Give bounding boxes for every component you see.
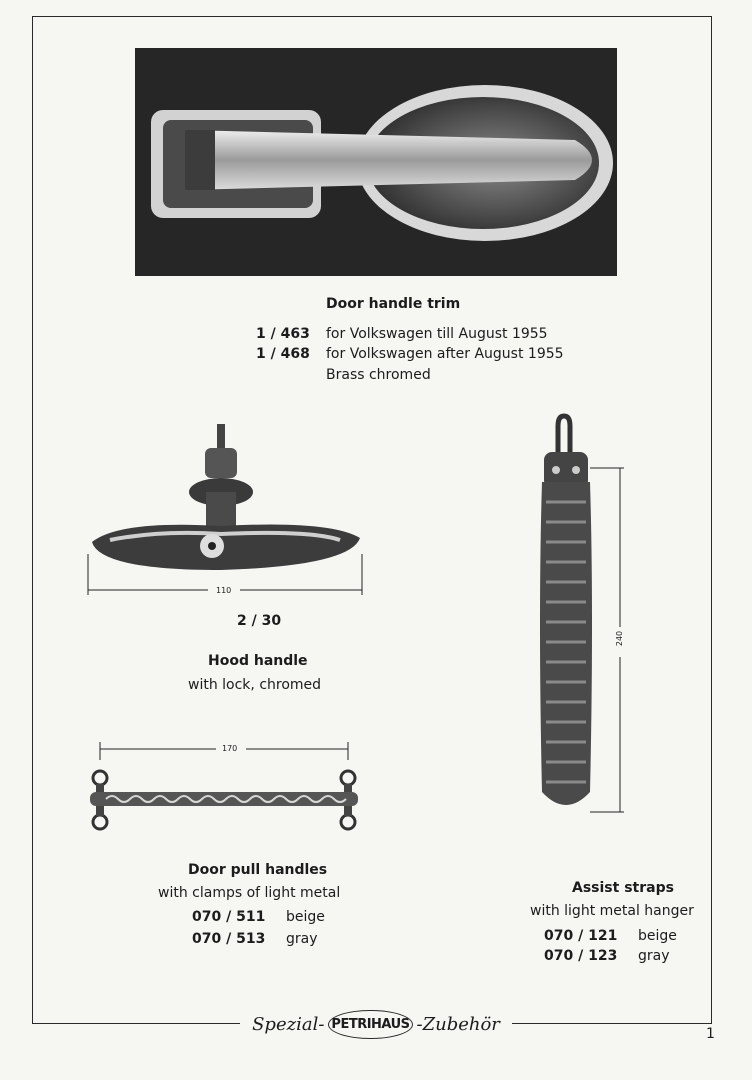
footer-rule-right	[510, 1023, 712, 1024]
part-number: 1 / 468	[256, 346, 310, 362]
part-description: for Volkswagen till August 1955	[326, 326, 548, 342]
part-number: 2 / 30	[237, 613, 282, 629]
material-label: Brass chromed	[326, 367, 431, 383]
door-pull-drawing	[84, 742, 374, 836]
part-number: 070 / 121	[544, 928, 618, 944]
color-label: beige	[286, 909, 325, 925]
part-number: 070 / 513	[192, 931, 266, 947]
door-handle-title: Door handle trim	[326, 296, 461, 312]
door-pull-subtitle: with clamps of light metal	[158, 885, 341, 901]
part-description: for Volkswagen after August 1955	[326, 346, 564, 362]
dimension-label: 170	[222, 744, 238, 753]
color-label: gray	[286, 931, 318, 947]
assist-strap-drawing	[530, 412, 640, 822]
door-handle-photo	[135, 48, 617, 276]
hood-handle-subtitle: with lock, chromed	[188, 677, 322, 693]
door-pull-title: Door pull handles	[188, 862, 328, 878]
footer-brand-line	[240, 1008, 512, 1040]
footer-rule-left	[32, 1023, 242, 1024]
assist-strap-subtitle: with light metal hanger	[530, 903, 694, 919]
assist-strap-title: Assist straps	[572, 880, 674, 896]
dimension-label: 110	[216, 586, 232, 595]
part-number: 070 / 123	[544, 948, 618, 964]
footer-right-text: -Zubehör	[416, 1013, 500, 1035]
part-number: 070 / 511	[192, 909, 266, 925]
hood-handle-drawing	[80, 420, 380, 600]
dimension-label: 240	[615, 630, 625, 647]
part-number: 1 / 463	[256, 326, 310, 342]
color-label: gray	[638, 948, 670, 964]
footer-left-text: Spezial-	[252, 1013, 325, 1035]
color-label: beige	[638, 928, 677, 944]
hood-handle-title: Hood handle	[208, 653, 308, 669]
brand-logo: PETRIHAUS	[328, 1010, 412, 1039]
page-number: 1	[706, 1026, 715, 1042]
